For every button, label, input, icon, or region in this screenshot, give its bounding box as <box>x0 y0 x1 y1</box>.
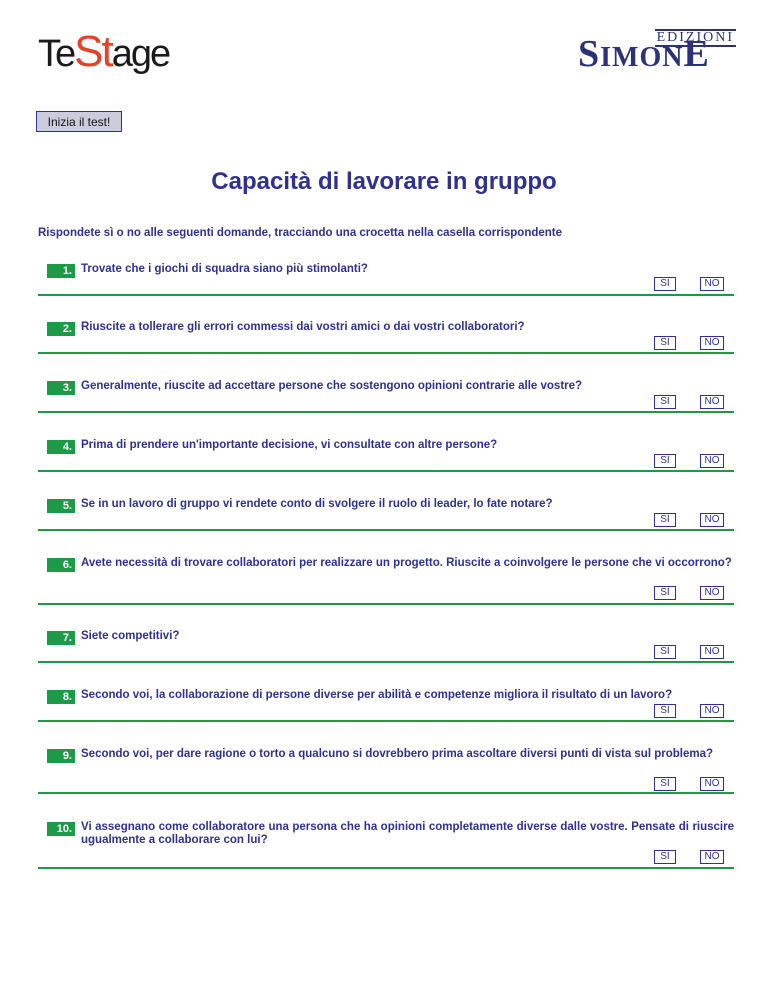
answer-no-box[interactable]: NO <box>700 513 724 527</box>
question-text: Trovate che i giochi di squadra siano più stimolanti? <box>81 263 368 275</box>
question-number: 10. <box>47 822 75 836</box>
answer-yes-box[interactable]: SÌ <box>654 645 676 659</box>
question-number: 1. <box>47 264 75 278</box>
logo-left-part3: age <box>111 33 170 75</box>
question-row <box>38 631 734 663</box>
question-number: 7. <box>47 631 75 645</box>
question-number: 4. <box>47 440 75 454</box>
logo-left-part1: Te <box>38 33 75 75</box>
question-row <box>38 749 734 794</box>
simone-logo-bottom <box>578 35 710 77</box>
simone-logo-s: S <box>578 33 601 75</box>
instructions: Rispondete sì o no alle seguenti domande, tracciando una crocetta nella casella corrispondente <box>38 227 563 239</box>
question-row <box>38 322 734 354</box>
logo-left-part2: St <box>74 27 112 76</box>
answer-yes-box[interactable]: SÌ <box>654 704 676 718</box>
answer-yes-box[interactable]: SÌ <box>654 850 676 864</box>
answer-yes-box[interactable]: SÌ <box>654 513 676 527</box>
question-text: Secondo voi, la collaborazione di persone diverse per abilità e competenze migliora il risultato di un lavoro? <box>81 689 673 701</box>
question-row <box>38 690 734 722</box>
question-text: Riuscite a tollerare gli errori commessi dai vostri amici o dai vostri collaboratori? <box>81 321 525 333</box>
question-text: Se in un lavoro di gruppo vi rendete conto di svolgere il ruolo di leader, lo fate notare? <box>81 498 553 510</box>
question-row <box>38 558 734 605</box>
question-row <box>38 499 734 531</box>
answer-no-box[interactable]: NO <box>700 336 724 350</box>
answer-yes-box[interactable]: SÌ <box>654 277 676 291</box>
question-number: 9. <box>47 749 75 763</box>
answer-yes-box[interactable]: SÌ <box>654 336 676 350</box>
question-text: Generalmente, riuscite ad accettare persone che sostengono opinioni contrarie alle vostre? <box>81 380 583 392</box>
answer-no-box[interactable]: NO <box>700 704 724 718</box>
question-row <box>38 822 734 869</box>
answer-no-box[interactable]: NO <box>700 777 724 791</box>
simone-logo-top: EDIZIONI <box>656 30 734 45</box>
question-number: 5. <box>47 499 75 513</box>
question-number: 3. <box>47 381 75 395</box>
question-text: Secondo voi, per dare ragione o torto a qualcuno si dovrebbero prima ascoltare diversi punti di vista sul problema? <box>81 748 714 760</box>
question-text: Avete necessità di trovare collaboratori per realizzare un progetto. Riuscite a coinvolgere le persone che vi occorrono? <box>81 557 732 569</box>
question-number: 8. <box>47 690 75 704</box>
testage-logo <box>38 27 170 76</box>
start-test-button[interactable]: Inizia il test! <box>36 111 122 132</box>
simone-logo <box>578 29 736 73</box>
answer-yes-box[interactable]: SÌ <box>654 395 676 409</box>
question-row <box>38 440 734 472</box>
answer-yes-box[interactable]: SÌ <box>654 777 676 791</box>
question-row <box>38 264 734 296</box>
simone-logo-mid: IMON <box>600 42 684 73</box>
question-text: Siete competitivi? <box>81 630 180 642</box>
answer-no-box[interactable]: NO <box>700 645 724 659</box>
question-text: Vi assegnano come collaboratore una persona che ha opinioni completamente diverse dalle vostre. Pensate di riuscire ugualmente a collaborare con lui? <box>81 821 734 846</box>
page-title: Capacità di lavorare in gruppo <box>211 168 557 195</box>
question-row <box>38 381 734 413</box>
question-text: Prima di prendere un'importante decisione, vi consultate con altre persone? <box>81 439 498 451</box>
answer-no-box[interactable]: NO <box>700 850 724 864</box>
answer-yes-box[interactable]: SÌ <box>654 454 676 468</box>
question-number: 2. <box>47 322 75 336</box>
answer-yes-box[interactable]: SÌ <box>654 586 676 600</box>
answer-no-box[interactable]: NO <box>700 277 724 291</box>
answer-no-box[interactable]: NO <box>700 586 724 600</box>
answer-no-box[interactable]: NO <box>700 454 724 468</box>
answer-no-box[interactable]: NO <box>700 395 724 409</box>
simone-logo-e: E <box>683 33 710 75</box>
question-number: 6. <box>47 558 75 572</box>
